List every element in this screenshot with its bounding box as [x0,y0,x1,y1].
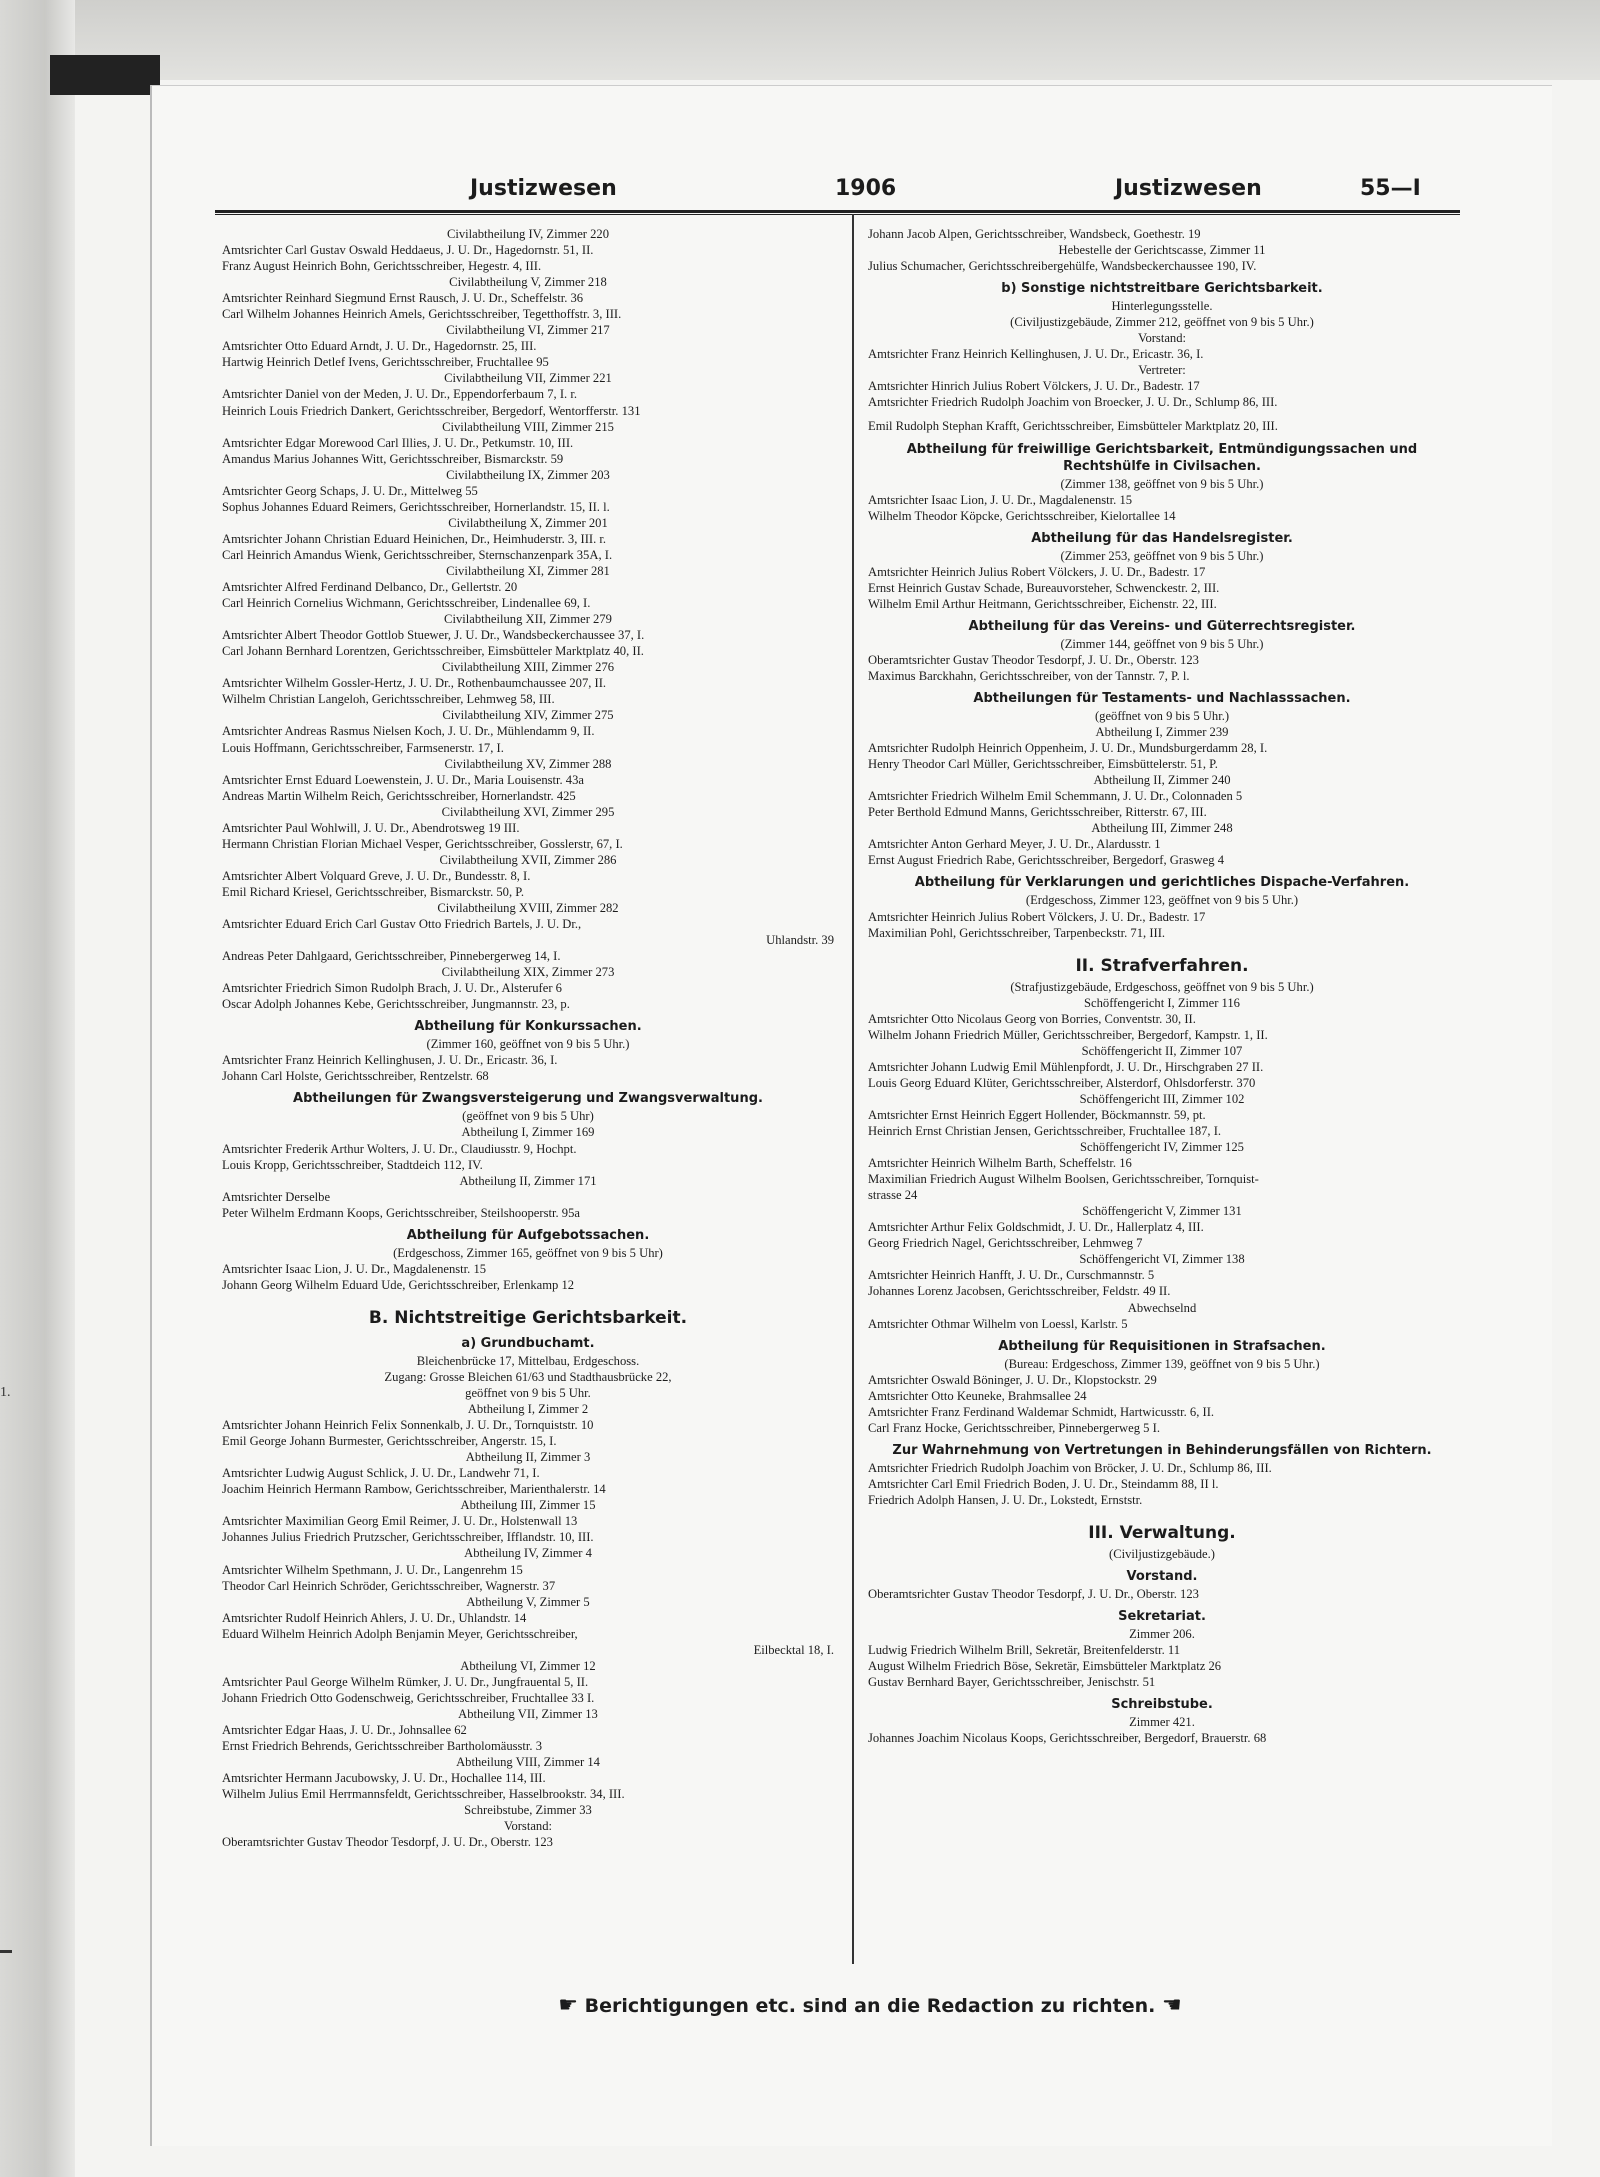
entry-line: Amtsrichter Eduard Erich Carl Gustav Otto Friedrich Bartels, J. U. Dr., [222,917,582,932]
entry-line: Amtsrichter Heinrich Hanfft, J. U. Dr., Curschmannstr. 5 [868,1268,1155,1283]
entry-line: Emil George Johann Burmester, Gerichtsschreiber, Angerstr. 15, I. [222,1434,557,1449]
entry-line: Louis Hoffmann, Gerichtsschreiber, Farmsenerstr. 17, I. [222,740,504,755]
subheading-line: Abtheilung V, Zimmer 5 [466,1594,590,1609]
entry-line: Carl Heinrich Cornelius Wichmann, Gerichtsschreiber, Lindenallee 69, I. [222,596,591,611]
pointing-hand-icon: ☛ [558,1993,579,2018]
subheading-line: (Bureau: Erdgeschoss, Zimmer 139, geöffnet von 9 bis 5 Uhr.) [1004,1356,1320,1371]
entry-line: Eduard Wilhelm Heinrich Adolph Benjamin Meyer, Gerichtsschreiber, [222,1626,578,1641]
entry-line: Amtsrichter Johann Christian Eduard Heinichen, Dr., Heimhuderstr. 3, III. r. [222,531,607,546]
entry-line: August Wilhelm Friedrich Böse, Sekretär, Eimsbütteler Marktplatz 26 [868,1659,1222,1674]
subheading-line: (Civiljustizgebäude.) [1109,1547,1215,1561]
entry-line: Amtsrichter Rudolph Heinrich Oppenheim, J. U. Dr., Mundsburgerdamm 28, I. [868,741,1268,756]
entry-line: Joachim Heinrich Hermann Rambow, Gerichtsschreiber, Marienthalerstr. 14 [222,1482,606,1497]
subheading-line: Schöffengericht VI, Zimmer 138 [1079,1252,1245,1267]
entry-line: Johann Georg Wilhelm Eduard Ude, Gerichtsschreiber, Erlenkamp 12 [222,1277,575,1292]
entry-continuation: Uhlandstr. 39 [766,933,834,948]
subheading-line: Civilabtheilung IX, Zimmer 203 [446,467,610,482]
entry-line: Ernst Friedrich Behrends, Gerichtsschreiber Bartholomäusstr. 3 [222,1739,543,1754]
entry-line: Johannes Joachim Nicolaus Koops, Gerichtsschreiber, Bergedorf, Brauerstr. 68 [868,1731,1267,1746]
entry-line: Amtsrichter Carl Gustav Oswald Heddaeus, J. U. Dr., Hagedornstr. 51, II. [222,243,594,258]
entry-line: Friedrich Adolph Hansen, J. U. Dr., Lokstedt, Ernststr. [868,1492,1143,1507]
section-heading: Zur Wahrnehmung von Vertretungen in Behinderungsfällen von Richtern. [892,1442,1432,1458]
entry-line: Amtsrichter Derselbe [222,1189,331,1204]
entry-line: Amtsrichter Heinrich Julius Robert Völckers, J. U. Dr., Badestr. 17 [868,564,1206,579]
entry-line: Amtsrichter Isaac Lion, J. U. Dr., Magdalenenstr. 15 [222,1261,487,1276]
entry-line: Amtsrichter Otto Eduard Arndt, J. U. Dr., Hagedornstr. 25, III. [222,339,537,354]
entry-line: Gustav Bernhard Bayer, Gerichtsschreiber, Jenischstr. 51 [868,1675,1156,1690]
entry-line: Amtsrichter Oswald Böninger, J. U. Dr., Klopstockstr. 29 [868,1372,1157,1387]
entry-line: Amtsrichter Otto Nicolaus Georg von Borries, Conventstr. 30, II. [868,1011,1196,1026]
entry-line: Maximilian Friedrich August Wilhelm Boolsen, Gerichtsschreiber, Tornquist- [868,1172,1259,1187]
subheading-line: Civilabtheilung XIII, Zimmer 276 [441,660,615,675]
subheading-line: Hebestelle der Gerichtscasse, Zimmer 11 [1058,243,1266,258]
section-heading: Abtheilung für Aufgebotssachen. [406,1227,650,1243]
subheading-line: Civilabtheilung XVII, Zimmer 286 [439,852,617,867]
subheading-line: Schreibstube, Zimmer 33 [464,1803,592,1818]
subheading-line: Abtheilung II, Zimmer 171 [459,1173,597,1188]
section-heading: Abtheilung für das Vereins- und Güterrechtsregister. [968,618,1356,634]
section-heading: Abtheilung für Konkurssachen. [414,1019,642,1035]
edge-dash [0,1950,12,1953]
entry-line: Wilhelm Julius Emil Herrmannsfeldt, Gerichtsschreiber, Hasselbrookstr. 34, III. [222,1787,625,1802]
entry-line: Johann Jacob Alpen, Gerichtsschreiber, Wandsbeck, Goethestr. 19 [868,227,1201,241]
entry-line: Amtsrichter Paul Wohlwill, J. U. Dr., Abendrotsweg 19 III. [222,820,520,835]
entry-line: Amtsrichter Albert Theodor Gottlob Stuewer, J. U. Dr., Wandsbeckerchaussee 37, I. [222,628,645,643]
subheading-line: (Zimmer 253, geöffnet von 9 bis 5 Uhr.) [1060,548,1264,563]
entry-line: Amtsrichter Heinrich Wilhelm Barth, Scheffelstr. 16 [868,1156,1132,1171]
subheading-line: Abwechselnd [1127,1300,1197,1315]
entry-line: Hartwig Heinrich Detlef Ivens, Gerichtsschreiber, Fruchtallee 95 [222,355,549,370]
entry-line: Amtsrichter Maximilian Georg Emil Reimer, J. U. Dr., Holstenwall 13 [222,1514,578,1529]
subheading-line: Abtheilung III, Zimmer 248 [1091,821,1233,836]
entry-line: Ernst August Friedrich Rabe, Gerichtsschreiber, Bergedorf, Grasweg 4 [868,853,1224,868]
subheading-line: Zimmer 206. [1129,1627,1195,1642]
section-heading: Schreibstube. [1111,1697,1213,1713]
subheading-line: Civilabtheilung VIII, Zimmer 215 [442,419,614,434]
entry-line: Johannes Julius Friedrich Prutzscher, Gerichtsschreiber, Ifflandstr. 10, III. [222,1530,594,1545]
entry-line: Amtsrichter Johann Ludwig Emil Mühlenpfordt, J. U. Dr., Hirschgraben 27 II. [868,1059,1264,1074]
entry-line: Amtsrichter Isaac Lion, J. U. Dr., Magdalenenstr. 15 [868,492,1133,507]
section-heading: Abtheilungen für Zwangsversteigerung und Zwangsverwaltung. [293,1091,763,1107]
major-heading: III. Verwaltung. [1088,1523,1236,1543]
entry-line: Amandus Marius Johannes Witt, Gerichtsschreiber, Bismarckstr. 59 [222,451,564,466]
entry-line: Amtsrichter Albert Volquard Greve, J. U. Dr., Bundesstr. 8, I. [222,868,531,883]
subheading-line: Vertreter: [1138,363,1186,378]
entry-line: Carl Franz Hocke, Gerichtsschreiber, Pinnebergerweg 5 I. [868,1420,1160,1435]
entry-line: Peter Berthold Edmund Manns, Gerichtsschreiber, Ritterstr. 67, III. [868,805,1207,820]
spacer [868,410,1456,418]
subheading-line: Abtheilung VII, Zimmer 13 [458,1706,598,1721]
running-header [215,176,1460,210]
column-divider [852,214,854,1964]
header-year: 1906 [835,176,897,201]
entry-line: Amtsrichter Friedrich Simon Rudolph Brach, J. U. Dr., Alsterufer 6 [222,981,562,996]
entry-line: Amtsrichter Friedrich Rudolph Joachim von Broecker, J. U. Dr., Schlump 86, III. [868,395,1278,410]
entry-line: Amtsrichter Rudolf Heinrich Ahlers, J. U. Dr., Uhlandstr. 14 [222,1610,527,1625]
entry-line: Johann Friedrich Otto Godenschweig, Gerichtsschreiber, Fruchtallee 33 I. [222,1690,595,1705]
major-heading: II. Strafverfahren. [1075,955,1249,976]
subheading-line: Civilabtheilung IV, Zimmer 220 [446,227,610,241]
entry-line: Amtsrichter Arthur Felix Goldschmidt, J. U. Dr., Hallerplatz 4, III. [868,1220,1204,1235]
entry-line: Carl Johann Bernhard Lorentzen, Gerichtsschreiber, Eimsbütteler Marktplatz 40, II. [222,644,644,659]
subheading-line: Abtheilung IV, Zimmer 4 [464,1546,592,1561]
subheading-line: (Civiljustizgebäude, Zimmer 212, geöffnet von 9 bis 5 Uhr.) [1010,315,1314,330]
black-tab [50,55,160,95]
entry-line: Amtsrichter Hinrich Julius Robert Völckers, J. U. Dr., Badestr. 17 [868,379,1200,394]
subheading-line: Abtheilung I, Zimmer 239 [1095,725,1229,740]
entry-line: Louis Georg Eduard Klüter, Gerichtsschreiber, Alsterdorf, Ohlsdorferstr. 370 [868,1075,1256,1090]
entry-line: Amtsrichter Othmar Wilhelm von Loessl, Karlstr. 5 [868,1316,1128,1331]
entry-line: Amtsrichter Franz Heinrich Kellinghusen, J. U. Dr., Ericastr. 36, I. [868,347,1204,362]
entry-line: Ludwig Friedrich Wilhelm Brill, Sekretär, Breitenfelderstr. 11 [868,1643,1181,1658]
subheading-line: (geöffnet von 9 bis 5 Uhr.) [1094,708,1230,723]
entry-line: Johannes Lorenz Jacobsen, Gerichtsschreiber, Feldstr. 49 II. [868,1284,1171,1299]
pointing-hand-icon: ☚ [1161,1993,1182,2018]
entry-line: Amtsrichter Georg Schaps, J. U. Dr., Mittelweg 55 [222,483,478,498]
entry-line: Peter Wilhelm Erdmann Koops, Gerichtsschreiber, Steilshooperstr. 95a [222,1205,580,1220]
left-column [222,226,834,1850]
subheading-line: Civilabtheilung XIV, Zimmer 275 [442,708,614,723]
entry-line: Amtsrichter Edgar Haas, J. U. Dr., Johnsallee 62 [222,1722,467,1737]
subheading-line: Civilabtheilung X, Zimmer 201 [448,515,608,530]
subheading-line: (Zimmer 138, geöffnet von 9 bis 5 Uhr.) [1060,476,1264,491]
header-rule [215,210,1460,213]
subheading-line: Civilabtheilung XI, Zimmer 281 [446,563,610,578]
subheading-line: Civilabtheilung V, Zimmer 218 [449,275,607,290]
entry-line: Wilhelm Christian Langeloh, Gerichtsschreiber, Lehmweg 58, III. [222,692,555,707]
subheading-line: Schöffengericht IV, Zimmer 125 [1080,1140,1244,1155]
entry-line: Amtsrichter Reinhard Siegmund Ernst Rausch, J. U. Dr., Scheffelstr. 36 [222,291,584,306]
entry-line: Amtsrichter Franz Ferdinand Waldemar Schmidt, Hartwicusstr. 6, II. [868,1404,1215,1419]
section-heading: a) Grundbuchamt. [461,1335,595,1351]
entry-line: Carl Heinrich Amandus Wienk, Gerichtsschreiber, Sternschanzenpark 35A, I. [222,547,613,562]
entry-line: Amtsrichter Daniel von der Meden, J. U. Dr., Eppendorferbaum 7, I. r. [222,387,577,402]
entry-line: Amtsrichter Ernst Heinrich Eggert Hollender, Böckmannstr. 59, pt. [868,1107,1206,1122]
entry-line: Amtsrichter Wilhelm Gossler-Hertz, J. U. Dr., Rothenbaumchaussee 207, II. [222,676,607,691]
entry-line: Oscar Adolph Johannes Kebe, Gerichtsschreiber, Jungmannstr. 23, p. [222,997,570,1012]
subheading-line: Vorstand: [1137,331,1187,346]
book-binding-edge [0,0,75,2177]
subheading-line: Abtheilung I, Zimmer 169 [461,1125,595,1140]
entry-line: Amtsrichter Anton Gerhard Meyer, J. U. Dr., Alardusstr. 1 [868,837,1161,852]
subheading-line: Schöffengericht V, Zimmer 131 [1082,1204,1242,1219]
entry-line: Henry Theodor Carl Müller, Gerichtsschreiber, Eimsbüttelerstr. 51, P. [868,757,1218,772]
entry-line: Amtsrichter Alfred Ferdinand Delbanco, Dr., Gellertstr. 20 [222,580,518,595]
subheading-line: (Zimmer 160, geöffnet von 9 bis 5 Uhr.) [426,1037,630,1052]
entry-line: Amtsrichter Ludwig August Schlick, J. U. Dr., Landwehr 71, I. [222,1466,540,1481]
entry-line: Emil Rudolph Stephan Krafft, Gerichtsschreiber, Eimsbütteler Marktplatz 20, III. [868,419,1278,434]
subheading-line: Abtheilung VIII, Zimmer 14 [456,1755,600,1770]
section-heading: b) Sonstige nichtstreitbare Gerichtsbarkeit. [1001,281,1323,297]
subheading-line: (Zimmer 144, geöffnet von 9 bis 5 Uhr.) [1060,636,1264,651]
entry-line: Amtsrichter Friedrich Wilhelm Emil Schemmann, J. U. Dr., Colonnaden 5 [868,789,1243,804]
subheading-line: Abtheilung I, Zimmer 2 [467,1402,589,1417]
subheading-line: Abtheilung II, Zimmer 240 [1093,773,1231,788]
entry-line: Franz August Heinrich Bohn, Gerichtsschreiber, Hegestr. 4, III. [222,259,542,274]
entry-continuation: Eilbecktal 18, I. [753,1642,834,1657]
subheading-line: Hinterlegungsstelle. [1111,299,1213,314]
subheading-line: (Strafjustizgebäude, Erdgeschoss, geöffnet von 9 bis 5 Uhr.) [1010,979,1314,994]
entry-line: Amtsrichter Franz Heinrich Kellinghusen, J. U. Dr., Ericastr. 36, I. [222,1053,558,1068]
section-heading: Abtheilung für Requisitionen in Strafsachen. [998,1338,1326,1354]
entry-line: Maximus Barckhahn, Gerichtsschreiber, von der Tannstr. 7, P. l. [868,668,1190,683]
entry-line: Amtsrichter Hermann Jacubowsky, J. U. Dr., Hochallee 114, III. [222,1771,546,1786]
subheading-line: Bleichenbrücke 17, Mittelbau, Erdgeschoss. [416,1353,640,1368]
entry-line: Louis Kropp, Gerichtsschreiber, Stadtdeich 112, IV. [222,1157,483,1172]
header-rule-thin [215,214,1460,215]
entry-line: Amtsrichter Otto Keuneke, Brahmsallee 24 [868,1388,1087,1403]
subheading-line: Abtheilung III, Zimmer 15 [460,1498,596,1513]
entry-line: Carl Wilhelm Johannes Heinrich Amels, Gerichtsschreiber, Tegetthoffstr. 3, III. [222,307,622,322]
subheading-line: Civilabtheilung VII, Zimmer 221 [444,371,612,386]
entry-line: Heinrich Ernst Christian Jensen, Gerichtsschreiber, Fruchtallee 187, I. [868,1124,1222,1139]
entry-line: Sophus Johannes Eduard Reimers, Gerichtsschreiber, Hornerlandstr. 15, II. l. [222,499,610,514]
subheading-line: Abtheilung II, Zimmer 3 [465,1450,591,1465]
subheading-line: Schöffengericht II, Zimmer 107 [1081,1043,1243,1058]
subheading-line: Civilabtheilung XIX, Zimmer 273 [441,965,615,980]
entry-line: Oberamtsrichter Gustav Theodor Tesdorpf, J. U. Dr., Oberstr. 123 [868,652,1199,667]
entry-line: Wilhelm Emil Arthur Heitmann, Gerichtsschreiber, Eichenstr. 22, III. [868,596,1217,611]
entry-line: Amtsrichter Edgar Morewood Carl Illies, J. U. Dr., Petkumstr. 10, III. [222,435,574,450]
entry-line: Hermann Christian Florian Michael Vesper, Gerichtsschreiber, Gosslerstr, 67, I. [222,836,623,851]
header-page-number: 55—I [1360,176,1421,201]
entry-line: Johann Carl Holste, Gerichtsschreiber, Rentzelstr. 68 [222,1069,489,1084]
entry-line: Oberamtsrichter Gustav Theodor Tesdorpf, J. U. Dr., Oberstr. 123 [868,1587,1199,1602]
entry-line: Maximilian Pohl, Gerichtsschreiber, Tarpenbeckstr. 71, III. [868,925,1166,940]
edge-mark: 1. [0,1385,11,1400]
major-heading: B. Nichtstreitige Gerichtsbarkeit. [368,1307,688,1328]
entry-line: Amtsrichter Carl Emil Friedrich Boden, J. U. Dr., Steindamm 88, II l. [868,1476,1219,1491]
subheading-line: Civilabtheilung XVIII, Zimmer 282 [437,900,619,915]
entry-line: strasse 24 [868,1188,918,1203]
subheading-line: Schöffengericht I, Zimmer 116 [1084,995,1240,1010]
subheading-line: Zimmer 421. [1129,1715,1195,1730]
footer-notice [480,1993,1260,2023]
header-section-right: Justizwesen [1115,176,1262,201]
subheading-line: Abtheilung VI, Zimmer 12 [460,1658,596,1673]
header-section-left: Justizwesen [470,176,617,201]
footer-text: Berichtigungen etc. sind an die Redaction zu richten. [584,1995,1156,2017]
subheading-line: Civilabtheilung XII, Zimmer 279 [444,612,612,627]
subheading-line: Civilabtheilung XV, Zimmer 288 [444,756,612,771]
section-heading: Sekretariat. [1118,1609,1206,1625]
section-heading: Vorstand. [1126,1569,1198,1585]
subheading-line: (geöffnet von 9 bis 5 Uhr) [462,1109,594,1124]
entry-line: Wilhelm Johann Friedrich Müller, Gerichtsschreiber, Bergedorf, Kampstr. 1, II. [868,1027,1268,1042]
entry-line: Amtsrichter Andreas Rasmus Nielsen Koch, J. U. Dr., Mühlendamm 9, II. [222,724,595,739]
entry-line: Amtsrichter Ernst Eduard Loewenstein, J. U. Dr., Maria Louisenstr. 43a [222,772,584,787]
subheading-line: Vorstand: [503,1819,553,1834]
entry-line: Emil Richard Kriesel, Gerichtsschreiber, Bismarckstr. 50, P. [222,884,525,899]
entry-line: Georg Friedrich Nagel, Gerichtsschreiber, Lehmweg 7 [868,1236,1143,1251]
subheading-line: Civilabtheilung VI, Zimmer 217 [446,323,610,338]
section-heading: Abtheilungen für Testaments- und Nachlasssachen. [973,690,1351,706]
subheading-line: Schöffengericht III, Zimmer 102 [1079,1091,1245,1106]
entry-line: Amtsrichter Paul George Wilhelm Rümker, J. U. Dr., Jungfrauental 5, II. [222,1674,589,1689]
entry-line: Andreas Martin Wilhelm Reich, Gerichtsschreiber, Hornerlandstr. 425 [222,788,576,803]
right-column [868,226,1456,1746]
section-heading: Abtheilung für freiwillige Gerichtsbarkeit, Entmündigungssachen und Rechtshülfe in Civilsachen. [906,441,1418,474]
section-heading: Abtheilung für Verklarungen und gerichtliches Dispache-Verfahren. [914,875,1410,891]
subheading-line: (Erdgeschoss, Zimmer 165, geöffnet von 9 bis 5 Uhr) [393,1245,663,1260]
subheading-line: Civilabtheilung XVI, Zimmer 295 [441,804,615,819]
subheading-line: Zugang: Grosse Bleichen 61/63 und Stadthausbrücke 22, [384,1369,672,1384]
entry-line: Theodor Carl Heinrich Schröder, Gerichtsschreiber, Wagnerstr. 37 [222,1578,556,1593]
entry-line: Amtsrichter Friedrich Rudolph Joachim von Bröcker, J. U. Dr., Schlump 86, III. [868,1460,1272,1475]
entry-line: Amtsrichter Johann Heinrich Felix Sonnenkalb, J. U. Dr., Tornquiststr. 10 [222,1418,594,1433]
entry-line: Amtsrichter Frederik Arthur Wolters, J. U. Dr., Claudiusstr. 9, Hochpt. [222,1141,577,1156]
entry-line: Amtsrichter Heinrich Julius Robert Völckers, J. U. Dr., Badestr. 17 [868,909,1206,924]
book-top-edge [75,0,1600,80]
entry-line: Oberamtsrichter Gustav Theodor Tesdorpf, J. U. Dr., Oberstr. 123 [222,1835,553,1850]
subheading-line: (Erdgeschoss, Zimmer 123, geöffnet von 9 bis 5 Uhr.) [1025,893,1299,908]
entry-line: Heinrich Louis Friedrich Dankert, Gerichtsschreiber, Bergedorf, Wentorfferstr. 131 [222,403,641,418]
subheading-line: geöffnet von 9 bis 5 Uhr. [465,1386,591,1400]
entry-line: Julius Schumacher, Gerichtsschreibergehülfe, Wandsbeckerchaussee 190, IV. [868,259,1257,274]
section-heading: Abtheilung für das Handelsregister. [1031,530,1293,546]
entry-line: Wilhelm Theodor Köpcke, Gerichtsschreiber, Kielortallee 14 [868,508,1176,523]
entry-line: Ernst Heinrich Gustav Schade, Bureauvorsteher, Schwenckestr. 2, III. [868,580,1220,595]
entry-line: Andreas Peter Dahlgaard, Gerichtsschreiber, Pinnebergerweg 14, I. [222,949,561,964]
entry-line: Amtsrichter Wilhelm Spethmann, J. U. Dr., Langenrehm 15 [222,1562,523,1577]
